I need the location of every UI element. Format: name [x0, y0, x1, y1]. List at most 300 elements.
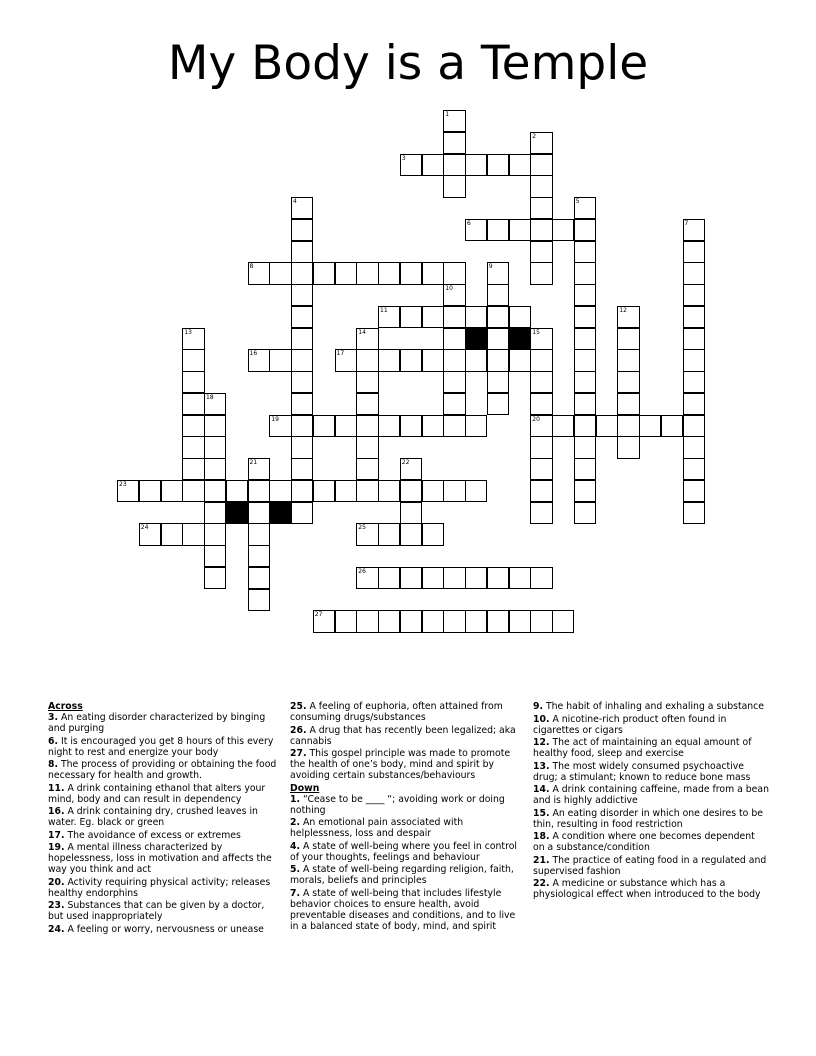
clue-item: [533, 701, 769, 712]
grid-cell[interactable]: [204, 502, 226, 524]
clue-number-label: 6: [467, 219, 471, 227]
grid-cell[interactable]: [574, 262, 596, 284]
clue-item: [48, 806, 280, 828]
grid-cell[interactable]: [487, 328, 509, 350]
clue-number: 16.: [48, 806, 65, 817]
grid-cell[interactable]: [530, 458, 552, 480]
grid-cell[interactable]: [509, 567, 531, 589]
clue-item: [533, 737, 769, 759]
grid-cell[interactable]: [313, 480, 335, 502]
grid-cell[interactable]: [443, 110, 465, 132]
grid-cell[interactable]: [291, 306, 313, 328]
clue-item: [533, 714, 769, 736]
grid-cell[interactable]: [400, 610, 422, 632]
grid-cell[interactable]: [291, 328, 313, 350]
clue-text: A drink containing caffeine, made from a bean and is highly addictive: [533, 784, 769, 806]
clue-item: [533, 878, 769, 900]
grid-cell[interactable]: [574, 415, 596, 437]
grid-cell[interactable]: [465, 219, 487, 241]
clue-number: 6.: [48, 735, 59, 747]
grid-cell[interactable]: [617, 306, 639, 328]
grid-cell[interactable]: [248, 589, 270, 611]
grid-cell[interactable]: [182, 415, 204, 437]
grid-cell[interactable]: [269, 480, 291, 502]
grid-cell[interactable]: [509, 610, 531, 632]
grid-cell[interactable]: [509, 219, 531, 241]
grid-cell[interactable]: [530, 262, 552, 284]
grid-cell[interactable]: [443, 328, 465, 350]
clue-number: 18.: [533, 831, 550, 842]
grid-cell[interactable]: [530, 415, 552, 437]
grid-cell[interactable]: [487, 284, 509, 306]
clue-number: 27.: [290, 748, 307, 759]
grid-cell[interactable]: [530, 502, 552, 524]
clue-text: The act of maintaining an equal amount of healthy food, sleep and exercise: [533, 737, 752, 759]
clue-item: [290, 748, 524, 781]
clue-number: 2.: [290, 817, 301, 828]
grid-cell[interactable]: [443, 393, 465, 415]
grid-cell[interactable]: [313, 610, 335, 632]
grid-cell[interactable]: [487, 393, 509, 415]
grid-cell[interactable]: [204, 393, 226, 415]
clue-text: The habit of inhaling and exhaling a substance: [545, 701, 765, 712]
clue-number-label: 24: [140, 524, 149, 532]
grid-cell[interactable]: [530, 219, 552, 241]
grid-cell[interactable]: [248, 545, 270, 567]
grid-cell[interactable]: [204, 545, 226, 567]
grid-cell[interactable]: [182, 393, 204, 415]
grid-cell[interactable]: [291, 197, 313, 219]
clue-number: 8.: [48, 759, 59, 770]
grid-cell[interactable]: [139, 480, 161, 502]
grid-cell[interactable]: [204, 480, 226, 502]
grid-cell[interactable]: [161, 480, 183, 502]
clue-text: A state of well-being regarding religion, faith, morals, beliefs and principles: [290, 864, 514, 886]
clue-number: 13.: [533, 760, 550, 772]
clue-text: This gospel principle was made to promote the health of one’s body, mind and spirit by avoiding certain substances/behaviours: [290, 748, 511, 781]
grid-cell[interactable]: [400, 154, 422, 176]
clue-number-label: 9: [488, 263, 493, 271]
grid-cell[interactable]: [356, 458, 378, 480]
grid-cell[interactable]: [335, 349, 357, 371]
clue-number: 14.: [533, 784, 550, 795]
grid-cell[interactable]: [182, 480, 204, 502]
grid-cell[interactable]: [617, 393, 639, 415]
clue-number: 15.: [533, 807, 550, 819]
clues-column-1: [48, 701, 280, 936]
grid-cell[interactable]: [465, 480, 487, 502]
grid-cell[interactable]: [683, 371, 705, 393]
grid-cell[interactable]: [530, 349, 552, 371]
grid-cell[interactable]: [378, 415, 400, 437]
grid-cell[interactable]: [422, 523, 444, 545]
clue-item: [48, 830, 280, 841]
grid-cell[interactable]: [487, 262, 509, 284]
clue-text: Substances that can be given by a doctor, but used inappropriately: [48, 900, 265, 922]
black-cell: [269, 502, 291, 524]
clue-number-label: 5: [575, 198, 580, 205]
grid-cell[interactable]: [617, 415, 639, 437]
grid-cell[interactable]: [356, 328, 378, 350]
grid-cell[interactable]: [530, 328, 552, 350]
grid-cell[interactable]: [574, 371, 596, 393]
grid-cell[interactable]: [378, 567, 400, 589]
clue-number-label: 14: [358, 328, 366, 336]
grid-cell[interactable]: [683, 328, 705, 350]
grid-cell[interactable]: [422, 154, 444, 176]
clue-item: [533, 855, 769, 877]
grid-cell[interactable]: [683, 306, 705, 328]
clue-text: A condition where one becomes dependent on a substance/condition: [533, 831, 755, 853]
grid-cell[interactable]: [443, 262, 465, 284]
black-cell: [465, 328, 487, 350]
clue-text: The most widely consumed psychoactive drug; a stimulant; known to reduce bone mass: [533, 760, 751, 783]
grid-cell[interactable]: [291, 458, 313, 480]
clue-item: [48, 924, 280, 935]
clue-text: An emotional pain associated with helplessness, loss and despair: [290, 817, 464, 839]
grid-cell[interactable]: [530, 154, 552, 176]
grid-cell[interactable]: [291, 262, 313, 284]
grid-cell[interactable]: [335, 262, 357, 284]
grid-cell[interactable]: [530, 241, 552, 263]
grid-cell[interactable]: [683, 436, 705, 458]
grid-cell[interactable]: [248, 523, 270, 545]
clue-number-label: 19: [271, 415, 279, 423]
grid-cell[interactable]: [204, 567, 226, 589]
clue-number: 12.: [533, 737, 550, 748]
black-cell: [226, 502, 248, 524]
grid-cell[interactable]: [487, 610, 509, 632]
grid-cell[interactable]: [422, 349, 444, 371]
grid-cell[interactable]: [204, 523, 226, 545]
grid-cell[interactable]: [356, 262, 378, 284]
grid-cell[interactable]: [226, 480, 248, 502]
grid-cell[interactable]: [487, 306, 509, 328]
grid-cell[interactable]: [443, 284, 465, 306]
clue-number-label: 4: [293, 198, 297, 205]
clue-text: A nicotine-rich product often found in cigarettes or cigars: [533, 713, 727, 736]
grid-cell[interactable]: [617, 436, 639, 458]
grid-cell[interactable]: [443, 154, 465, 176]
grid-cell[interactable]: [530, 567, 552, 589]
grid-cell[interactable]: [574, 328, 596, 350]
grid-cell[interactable]: [443, 132, 465, 154]
grid-cell[interactable]: [574, 458, 596, 480]
grid-cell[interactable]: [661, 415, 683, 437]
grid-cell[interactable]: [356, 393, 378, 415]
clue-number-label: 16: [249, 350, 258, 358]
grid-cell[interactable]: [422, 610, 444, 632]
grid-cell[interactable]: [400, 415, 422, 437]
grid-cell[interactable]: [574, 436, 596, 458]
clue-text: A medicine or substance which has a physiological effect when introduced to the body: [533, 878, 761, 900]
clue-number: 3.: [48, 712, 59, 723]
clue-item: [533, 808, 769, 830]
grid-cell[interactable]: [574, 219, 596, 241]
grid-cell[interactable]: [291, 371, 313, 393]
grid-cell[interactable]: [574, 284, 596, 306]
clue-item: [290, 794, 524, 816]
grid-cell[interactable]: [269, 349, 291, 371]
grid-cell[interactable]: [400, 502, 422, 524]
grid-cell[interactable]: [291, 284, 313, 306]
grid-cell[interactable]: [487, 371, 509, 393]
clue-text: A feeling or worry, nervousness or unease: [67, 923, 264, 935]
clue-number-label: 26: [358, 567, 366, 575]
grid-cell[interactable]: [248, 502, 270, 524]
grid-cell[interactable]: [204, 458, 226, 480]
grid-cell[interactable]: [574, 241, 596, 263]
grid-cell[interactable]: [422, 415, 444, 437]
grid-cell[interactable]: [465, 610, 487, 632]
grid-cell[interactable]: [378, 262, 400, 284]
clue-number-label: 10: [445, 285, 453, 292]
grid-cell[interactable]: [378, 480, 400, 502]
clue-number-label: 21: [249, 459, 258, 466]
clue-item: [290, 725, 524, 747]
grid-cell[interactable]: [182, 328, 204, 350]
grid-cell[interactable]: [530, 610, 552, 632]
grid-cell[interactable]: [683, 219, 705, 241]
grid-cell[interactable]: [400, 349, 422, 371]
down-header: Down: [290, 782, 320, 794]
clue-text: A drink containing ethanol that alters your mind, body and can result in dependency: [48, 782, 266, 805]
clue-text: Activity requiring physical activity; releases healthy endorphins: [48, 876, 271, 899]
clue-text: The practice of eating food in a regulated and supervised fashion: [533, 854, 767, 877]
grid-cell[interactable]: [465, 306, 487, 328]
grid-cell[interactable]: [443, 567, 465, 589]
grid-cell[interactable]: [683, 262, 705, 284]
grid-cell[interactable]: [574, 480, 596, 502]
clue-text: An eating disorder characterized by binging and purging: [48, 712, 266, 734]
clue-number: 5.: [290, 864, 301, 875]
clue-text: A drug that has recently been legalized; aka cannabis: [290, 724, 516, 747]
grid-cell[interactable]: [291, 393, 313, 415]
grid-cell[interactable]: [248, 349, 270, 371]
grid-cell[interactable]: [335, 480, 357, 502]
clue-text: An eating disorder in which one desires to be thin, resulting in food restriction: [533, 807, 763, 830]
clue-item: [48, 842, 280, 875]
grid-cell[interactable]: [117, 480, 139, 502]
grid-cell[interactable]: [356, 480, 378, 502]
grid-cell[interactable]: [335, 415, 357, 437]
grid-cell[interactable]: [291, 241, 313, 263]
grid-cell[interactable]: [530, 480, 552, 502]
grid-cell[interactable]: [683, 349, 705, 371]
grid-cell[interactable]: [683, 393, 705, 415]
clue-number-label: 8: [249, 263, 254, 271]
grid-cell[interactable]: [596, 415, 618, 437]
grid-cell[interactable]: [313, 415, 335, 437]
grid-cell[interactable]: [204, 415, 226, 437]
clue-number: 7.: [290, 887, 301, 899]
grid-cell[interactable]: [443, 371, 465, 393]
clue-item: [533, 784, 769, 806]
grid-cell[interactable]: [574, 197, 596, 219]
grid-cell[interactable]: [400, 567, 422, 589]
clue-number-label: 18: [206, 393, 214, 401]
grid-cell[interactable]: [422, 567, 444, 589]
grid-cell[interactable]: [400, 523, 422, 545]
clue-number-label: 15: [532, 328, 540, 336]
grid-cell[interactable]: [204, 436, 226, 458]
grid-cell[interactable]: [182, 371, 204, 393]
grid-cell[interactable]: [530, 132, 552, 154]
grid-cell[interactable]: [574, 306, 596, 328]
grid-cell[interactable]: [378, 610, 400, 632]
clue-number-label: 17: [336, 350, 345, 358]
clue-text: A drink containing dry, crushed leaves in water. Eg. black or green: [48, 806, 258, 828]
grid-cell[interactable]: [530, 436, 552, 458]
grid-cell[interactable]: [356, 523, 378, 545]
clue-item: [290, 701, 524, 723]
grid-cell[interactable]: [400, 262, 422, 284]
grid-cell[interactable]: [400, 458, 422, 480]
grid-cell[interactable]: [400, 480, 422, 502]
grid-cell[interactable]: [356, 371, 378, 393]
grid-cell[interactable]: [617, 328, 639, 350]
grid-cell[interactable]: [378, 523, 400, 545]
clue-text: A feeling of euphoria, often attained from consuming drugs/substances: [290, 701, 503, 723]
grid-cell[interactable]: [530, 393, 552, 415]
grid-cell[interactable]: [574, 393, 596, 415]
grid-cell[interactable]: [465, 567, 487, 589]
clue-item: [48, 736, 280, 758]
grid-cell[interactable]: [291, 349, 313, 371]
grid-cell[interactable]: [530, 371, 552, 393]
grid-cell[interactable]: [422, 306, 444, 328]
grid-cell[interactable]: [487, 349, 509, 371]
grid-cell[interactable]: [509, 154, 531, 176]
grid-cell[interactable]: [509, 349, 531, 371]
grid-cell[interactable]: [487, 567, 509, 589]
clue-number: 24.: [48, 923, 65, 935]
grid-cell[interactable]: [574, 349, 596, 371]
clue-text: The avoidance of excess or extremes: [67, 829, 241, 841]
grid-cell[interactable]: [683, 502, 705, 524]
grid-cell[interactable]: [139, 523, 161, 545]
grid-cell[interactable]: [400, 306, 422, 328]
grid-cell[interactable]: [683, 284, 705, 306]
grid-cell[interactable]: [182, 349, 204, 371]
grid-cell[interactable]: [356, 415, 378, 437]
grid-cell[interactable]: [443, 306, 465, 328]
grid-cell[interactable]: [356, 349, 378, 371]
grid-cell[interactable]: [443, 349, 465, 371]
grid-cell[interactable]: [291, 415, 313, 437]
clue-number: 4.: [290, 840, 301, 852]
grid-cell[interactable]: [422, 480, 444, 502]
grid-cell[interactable]: [335, 610, 357, 632]
clue-number-label: 11: [380, 306, 388, 314]
grid-cell[interactable]: [552, 610, 574, 632]
grid-cell[interactable]: [182, 523, 204, 545]
grid-cell[interactable]: [683, 480, 705, 502]
clue-number: 9.: [533, 701, 544, 712]
grid-cell[interactable]: [291, 436, 313, 458]
grid-cell[interactable]: [574, 502, 596, 524]
clue-number: 21.: [533, 854, 550, 866]
grid-cell[interactable]: [465, 154, 487, 176]
clue-number-label: 1: [445, 111, 450, 118]
grid-cell[interactable]: [443, 175, 465, 197]
clue-item: [290, 864, 524, 886]
grid-cell[interactable]: [487, 219, 509, 241]
page-title: My Body is a Temple: [167, 36, 649, 91]
grid-cell[interactable]: [509, 306, 531, 328]
grid-cell[interactable]: [443, 415, 465, 437]
clue-number: 23.: [48, 900, 65, 911]
clue-number-label: 25: [358, 524, 366, 532]
clue-number-label: 7: [684, 219, 689, 227]
clue-text: A state of well-being that includes lifestyle behavior choices to ensure health, avoid preventable diseases and conditions, and to live in a balanced state of body, mind, and spirit: [290, 887, 516, 932]
clue-text: A state of well-being where you feel in control of your thoughts, feelings and behaviour: [290, 840, 517, 863]
grid-cell[interactable]: [443, 480, 465, 502]
clue-item: [290, 841, 524, 863]
black-cell: [509, 328, 531, 350]
grid-cell[interactable]: [248, 480, 270, 502]
clue-item: [48, 759, 280, 781]
grid-cell[interactable]: [356, 567, 378, 589]
grid-cell[interactable]: [356, 610, 378, 632]
clue-item: [533, 831, 769, 853]
clue-number-label: 27: [314, 611, 323, 619]
clues-column-3: [533, 701, 769, 902]
grid-cell[interactable]: [422, 262, 444, 284]
grid-cell[interactable]: [552, 219, 574, 241]
grid-cell[interactable]: [182, 458, 204, 480]
grid-cell[interactable]: [639, 415, 661, 437]
grid-cell[interactable]: [269, 262, 291, 284]
grid-cell[interactable]: [291, 502, 313, 524]
grid-cell[interactable]: [313, 262, 335, 284]
grid-cell[interactable]: [530, 175, 552, 197]
clue-item: [290, 817, 524, 839]
grid-cell[interactable]: [291, 219, 313, 241]
grid-cell[interactable]: [465, 349, 487, 371]
grid-cell[interactable]: [248, 262, 270, 284]
grid-cell[interactable]: [530, 197, 552, 219]
grid-cell[interactable]: [161, 523, 183, 545]
grid-cell[interactable]: [465, 415, 487, 437]
clue-item: [290, 888, 524, 932]
clue-item: [48, 783, 280, 805]
grid-cell[interactable]: [683, 415, 705, 437]
grid-cell[interactable]: [291, 480, 313, 502]
grid-cell[interactable]: [378, 306, 400, 328]
grid-cell[interactable]: [617, 371, 639, 393]
grid-cell[interactable]: [182, 436, 204, 458]
clues-column-2: [290, 701, 524, 933]
clue-text: “Cease to be ____ “; avoiding work or doing nothing: [290, 793, 505, 816]
grid-cell[interactable]: [487, 154, 509, 176]
grid-cell[interactable]: [269, 415, 291, 437]
clue-number: 19.: [48, 842, 65, 853]
clue-number: 22.: [533, 878, 550, 889]
grid-cell[interactable]: [552, 415, 574, 437]
grid-cell[interactable]: [683, 458, 705, 480]
grid-cell[interactable]: [617, 349, 639, 371]
grid-cell[interactable]: [356, 436, 378, 458]
across-header: Across: [48, 701, 83, 712]
clue-number-label: 22: [401, 459, 410, 466]
grid-cell[interactable]: [248, 458, 270, 480]
grid-cell[interactable]: [443, 610, 465, 632]
grid-cell[interactable]: [248, 567, 270, 589]
grid-cell[interactable]: [683, 241, 705, 263]
clue-number: 10.: [533, 713, 550, 725]
grid-cell[interactable]: [378, 349, 400, 371]
